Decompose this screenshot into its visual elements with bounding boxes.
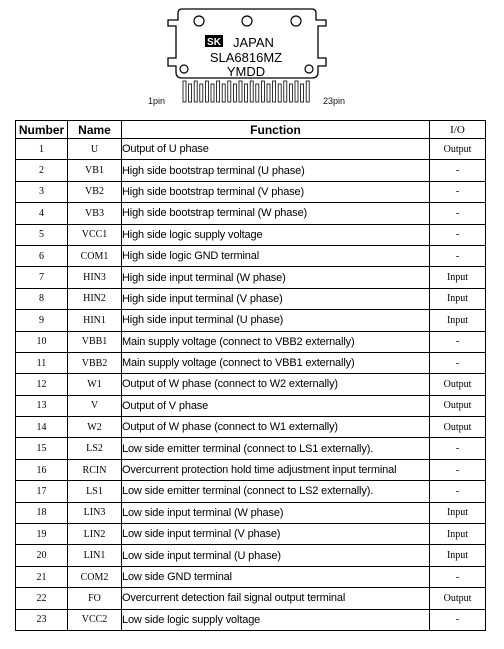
pin-number: 12 — [16, 374, 68, 395]
package-drawing — [0, 0, 504, 118]
pin-function: Overcurrent detection fail signal output terminal — [122, 588, 430, 609]
pin-name: VB2 — [68, 181, 122, 202]
pin-name: LIN3 — [68, 502, 122, 523]
pin-io: Input — [430, 502, 486, 523]
pin-last-label: 23pin — [323, 96, 346, 106]
pin-name: W1 — [68, 374, 122, 395]
lead-pin — [222, 84, 225, 102]
pin-function: High side input terminal (V phase) — [122, 288, 430, 309]
table-row — [16, 545, 486, 566]
pin-number: 1 — [16, 139, 68, 160]
pin-name: LIN2 — [68, 524, 122, 545]
lead-pin — [245, 84, 248, 102]
pin-name: LS1 — [68, 481, 122, 502]
pin-io: Output — [430, 139, 486, 160]
pin-name: VCC2 — [68, 609, 122, 630]
pin-name: VB3 — [68, 203, 122, 224]
pin-number: 14 — [16, 417, 68, 438]
pin-function: Low side emitter terminal (connect to LS1 externally). — [122, 438, 430, 459]
pin-function: Low side emitter terminal (connect to LS2 externally). — [122, 481, 430, 502]
pin-io: Output — [430, 395, 486, 416]
brand-logo-icon — [205, 35, 223, 48]
lead-pin — [256, 84, 259, 102]
pin-io: Output — [430, 588, 486, 609]
pin-number: 4 — [16, 203, 68, 224]
pin-io: - — [430, 160, 486, 181]
table-row — [16, 524, 486, 545]
lead-pin — [200, 84, 203, 102]
pin-name: HIN3 — [68, 267, 122, 288]
pin-io: Input — [430, 310, 486, 331]
lead-pin — [261, 81, 264, 102]
table-row — [16, 588, 486, 609]
pin-number: 15 — [16, 438, 68, 459]
pin-first-label: 1pin — [148, 96, 166, 106]
pin-name: W2 — [68, 417, 122, 438]
table-row — [16, 181, 486, 202]
pin-io: Input — [430, 267, 486, 288]
pin-number: 6 — [16, 245, 68, 266]
pin-io: - — [430, 566, 486, 587]
pin-name: U — [68, 139, 122, 160]
pin-io: - — [430, 245, 486, 266]
table-header-row — [16, 121, 486, 139]
pin-io: - — [430, 459, 486, 480]
pin-function: Output of W phase (connect to W2 externally) — [122, 374, 430, 395]
pin-name: VCC1 — [68, 224, 122, 245]
lead-pin — [189, 84, 192, 102]
pin-name: HIN1 — [68, 310, 122, 331]
pin-number: 17 — [16, 481, 68, 502]
table-row — [16, 203, 486, 224]
lead-pin — [284, 81, 287, 102]
pin-name: LS2 — [68, 438, 122, 459]
package-part-number: SLA6816MZ — [209, 50, 283, 65]
pin-number: 16 — [16, 459, 68, 480]
pin-io: - — [430, 352, 486, 373]
lead-pin — [278, 84, 281, 102]
lead-pin — [211, 84, 214, 102]
pin-io: Output — [430, 417, 486, 438]
table-row — [16, 481, 486, 502]
pin-function: Output of W phase (connect to W1 externally) — [122, 417, 430, 438]
lead-pin — [301, 84, 304, 102]
pin-number: 23 — [16, 609, 68, 630]
pin-function: High side bootstrap terminal (V phase) — [122, 181, 430, 202]
pin-function: High side logic supply voltage — [122, 224, 430, 245]
pin-function: High side input terminal (W phase) — [122, 267, 430, 288]
package-origin: JAPAN — [233, 35, 274, 50]
table-row — [16, 267, 486, 288]
table-row — [16, 288, 486, 309]
pin-function: High side bootstrap terminal (W phase) — [122, 203, 430, 224]
lead-pin — [289, 84, 292, 102]
pin-io: - — [430, 224, 486, 245]
table-row — [16, 438, 486, 459]
pin-number: 3 — [16, 181, 68, 202]
table-row — [16, 609, 486, 630]
lead-pin — [217, 81, 220, 102]
pin-name: FO — [68, 588, 122, 609]
pin-number: 10 — [16, 331, 68, 352]
pin-number: 19 — [16, 524, 68, 545]
pin-io: - — [430, 331, 486, 352]
lead-pin — [194, 81, 197, 102]
pin-function: Low side input terminal (U phase) — [122, 545, 430, 566]
header-function: Function — [122, 121, 430, 139]
lead-pin — [295, 81, 298, 102]
pin-number: 8 — [16, 288, 68, 309]
lead-pin — [233, 84, 236, 102]
pin-name: COM2 — [68, 566, 122, 587]
pin-name: COM1 — [68, 245, 122, 266]
pin-io: - — [430, 481, 486, 502]
pin-function: Overcurrent protection hold time adjustment input terminal — [122, 459, 430, 480]
pin-function: Low side logic supply voltage — [122, 609, 430, 630]
pin-io: - — [430, 203, 486, 224]
package-date-code: YMDD — [226, 64, 266, 79]
pin-name: VB1 — [68, 160, 122, 181]
pin-number: 18 — [16, 502, 68, 523]
pin-function: High side bootstrap terminal (U phase) — [122, 160, 430, 181]
pin-io: - — [430, 181, 486, 202]
pin-function: Low side GND terminal — [122, 566, 430, 587]
pin-number: 2 — [16, 160, 68, 181]
package-leads — [183, 81, 309, 102]
pin-io: Input — [430, 288, 486, 309]
table-row — [16, 502, 486, 523]
lead-pin — [267, 84, 270, 102]
pin-function: Main supply voltage (connect to VBB2 externally) — [122, 331, 430, 352]
pin-function: Output of V phase — [122, 395, 430, 416]
pin-function: Low side input terminal (V phase) — [122, 524, 430, 545]
pin-number: 22 — [16, 588, 68, 609]
pin-number: 5 — [16, 224, 68, 245]
pin-name: VBB2 — [68, 352, 122, 373]
lead-pin — [205, 81, 208, 102]
pin-io: Input — [430, 545, 486, 566]
pin-name: VBB1 — [68, 331, 122, 352]
header-io: I/O — [430, 121, 486, 139]
pin-io: Input — [430, 524, 486, 545]
table-row — [16, 417, 486, 438]
pin-number: 13 — [16, 395, 68, 416]
table-row — [16, 331, 486, 352]
pin-number: 9 — [16, 310, 68, 331]
pin-function: Low side input terminal (W phase) — [122, 502, 430, 523]
table-row — [16, 395, 486, 416]
table-body — [16, 139, 486, 631]
lead-pin — [306, 81, 309, 102]
table-row — [16, 566, 486, 587]
pin-io: - — [430, 438, 486, 459]
pin-number: 7 — [16, 267, 68, 288]
pin-number: 11 — [16, 352, 68, 373]
pin-name: V — [68, 395, 122, 416]
pin-io: Output — [430, 374, 486, 395]
brand-mark-text: SK — [207, 37, 221, 48]
table-row — [16, 374, 486, 395]
lead-pin — [183, 81, 186, 102]
pin-function: Output of U phase — [122, 139, 430, 160]
lead-pin — [239, 81, 242, 102]
header-name: Name — [68, 121, 122, 139]
header-number: Number — [16, 121, 68, 139]
pin-number: 20 — [16, 545, 68, 566]
table-row — [16, 245, 486, 266]
lead-pin — [273, 81, 276, 102]
pin-function: Main supply voltage (connect to VBB1 externally) — [122, 352, 430, 373]
pin-name: LIN1 — [68, 545, 122, 566]
table-row — [16, 224, 486, 245]
table-row — [16, 352, 486, 373]
pin-name: RCIN — [68, 459, 122, 480]
table-row — [16, 459, 486, 480]
table-row — [16, 160, 486, 181]
lead-pin — [228, 81, 231, 102]
pin-function-table — [15, 120, 486, 631]
table-row — [16, 310, 486, 331]
pin-io: - — [430, 609, 486, 630]
pin-function: High side input terminal (U phase) — [122, 310, 430, 331]
pin-name: HIN2 — [68, 288, 122, 309]
pin-function: High side logic GND terminal — [122, 245, 430, 266]
pin-number: 21 — [16, 566, 68, 587]
table-row — [16, 139, 486, 160]
lead-pin — [250, 81, 253, 102]
